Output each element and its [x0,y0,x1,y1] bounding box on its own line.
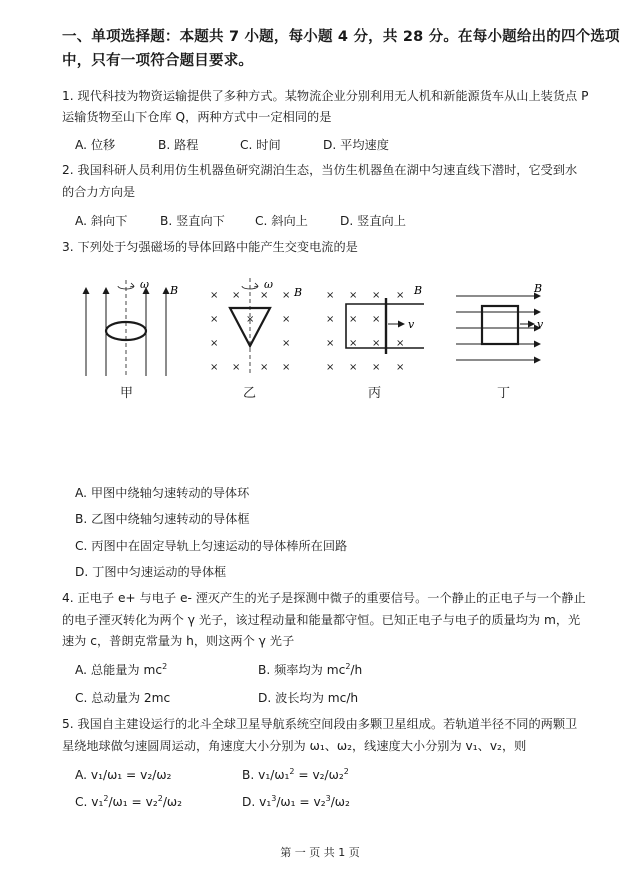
field-cross: × [260,362,269,373]
field-cross: × [326,290,335,301]
q1-option-a[interactable]: A. 位移 [75,138,116,152]
q5-stem-line-1: 5. 我国自主建设运行的北斗全球卫星导航系统空间段由多颗卫星组成。若轨道半径不同的两颗卫 [62,717,578,731]
q5-option-d-exponent: 3 [271,794,277,803]
velocity-label: v [537,318,544,331]
field-cross: × [282,338,291,349]
field-cross: × [396,338,405,349]
q4-option-b-exponent: 2 [345,662,351,671]
field-cross: × [326,362,335,373]
q2-stem-line-1: 2. 我国科研人员利用仿生机器鱼研究湖泊生态，当仿生机器鱼在湖中匀速直线下潜时，它受到水 [62,163,578,177]
q5-option-c-part: /ω₁ = v₂ [108,795,158,809]
q4-option-d[interactable]: D. 波长均为 mc/h [258,691,359,705]
section-heading-line-2: 中，只有一项符合题目要求。 [62,53,254,69]
q3-option-b[interactable]: B. 乙图中绕轴匀速转动的导体框 [75,512,250,526]
figure-yi [200,276,310,381]
q4-option-c[interactable]: C. 总动量为 2mc [75,691,171,705]
q1-option-b[interactable]: B. 路程 [158,138,199,152]
figure-ding [450,280,565,380]
q1-stem-line-1: 1. 现代科技为物资运输提供了多种方式。某物流企业分别利用无人机和新能源货车从山上装货点 P [62,89,589,103]
q5-option-c-exponent: 2 [103,794,109,803]
q2-option-c[interactable]: C. 斜向上 [255,214,308,228]
figure-jia [78,276,188,381]
q5-option-c[interactable] [75,793,182,811]
q5-option-b-part: B. v₁/ω₁ [242,768,290,782]
field-cross: × [372,338,381,349]
q1-option-c[interactable]: C. 时间 [240,138,281,152]
field-cross: × [396,362,405,373]
q5-option-a[interactable]: A. v₁/ω₁ = v₂/ω₂ [75,768,172,782]
field-cross: × [349,314,358,325]
figure-label-jia: 甲 [120,386,134,401]
figure-label-ding: 丁 [497,386,511,401]
figure-label-bing: 丙 [368,386,382,401]
q4-option-b-suffix: /h [350,663,363,677]
q1-stem-line-2: 运输货物至山下仓库 Q，两种方式中一定相同的是 [62,110,332,124]
field-cross: × [326,338,335,349]
velocity-label: v [408,318,415,331]
q5-option-c-exponent: 2 [157,794,163,803]
omega-label: ω [140,278,149,291]
q2-option-d[interactable]: D. 竖直向上 [340,214,406,228]
field-cross: × [210,314,219,325]
omega-label: ω [264,278,273,291]
field-cross: × [349,362,358,373]
q2-option-b[interactable]: B. 竖直向下 [160,214,225,228]
q5-option-b[interactable] [242,766,349,784]
q3-stem-line-1: 3. 下列处于匀强磁场的导体回路中能产生交变电流的是 [62,240,358,254]
field-cross: × [282,290,291,301]
b-field-label: B [414,284,423,297]
figure-label-yi: 乙 [243,386,257,401]
field-cross: × [232,290,241,301]
q1-option-d[interactable]: D. 平均速度 [323,138,389,152]
q5-option-d-part: /ω₁ = v₂ [276,795,326,809]
q2-option-a[interactable]: A. 斜向下 [75,214,128,228]
q4-option-b-text: B. 频率均为 mc [258,663,346,677]
q5-option-c-part: C. v₁ [75,795,104,809]
q4-stem-line-1: 4. 正电子 e+ 与电子 e- 湮灭产生的光子是探测中微子的重要信号。一个静止的正电子与一个静止 [62,591,586,605]
q3-option-a[interactable]: A. 甲图中绕轴匀速转动的导体环 [75,486,250,500]
figure-bing [322,276,432,381]
field-cross: × [210,290,219,301]
field-cross: × [349,338,358,349]
field-cross: × [349,290,358,301]
field-cross: × [326,314,335,325]
q4-option-a[interactable] [75,661,167,679]
q4-option-a-text: A. 总能量为 mc [75,663,163,677]
q5-option-c-part: /ω₂ [162,795,183,809]
field-cross: × [372,314,381,325]
field-cross: × [396,290,405,301]
field-cross: × [260,290,269,301]
q4-stem-line-3: 速为 c，普朗克常量为 h，则这两个 γ 光子 [62,634,295,648]
field-cross: × [210,338,219,349]
q5-option-d-part: D. v₁ [242,795,272,809]
q3-option-d[interactable]: D. 丁图中匀速运动的导体框 [75,565,227,579]
field-cross: × [232,362,241,373]
q5-option-b-exponent: 2 [289,767,295,776]
field-cross: × [246,314,255,325]
field-cross: × [210,362,219,373]
q3-option-c[interactable]: C. 丙图中在固定导轨上匀速运动的导体棒所在回路 [75,539,348,553]
q5-option-d-part: /ω₂ [330,795,350,809]
b-field-label: B [534,282,543,295]
q5-option-d[interactable] [242,793,350,811]
field-cross: × [372,362,381,373]
b-field-label: B [294,286,303,299]
q4-option-b[interactable] [258,661,362,679]
field-cross: × [372,290,381,301]
section-heading-line-1: 一、单项选择题：本题共 7 小题，每小题 4 分，共 28 分。在每小题给出的四个选项 [62,29,620,45]
b-field-label: B [170,284,179,297]
page-footer: 第 一 页 共 1 页 [280,846,360,859]
q4-option-a-exponent: 2 [162,662,168,671]
q5-stem-line-2: 星绕地球做匀速圆周运动，角速度大小分别为 ω₁、ω₂，线速度大小分别为 v₁、v₂，则 [62,739,527,753]
q4-stem-line-2: 的电子湮灭转化为两个 γ 光子，该过程动量和能量都守恒。已知正电子与电子的质量均为 m，光 [62,613,581,627]
field-cross: × [282,362,291,373]
q2-stem-line-2: 的合力方向是 [62,185,136,199]
q5-option-b-part: = v₂/ω₂ [294,768,344,782]
field-cross: × [282,314,291,325]
q5-option-b-exponent: 2 [343,767,349,776]
q5-option-d-exponent: 3 [325,794,331,803]
